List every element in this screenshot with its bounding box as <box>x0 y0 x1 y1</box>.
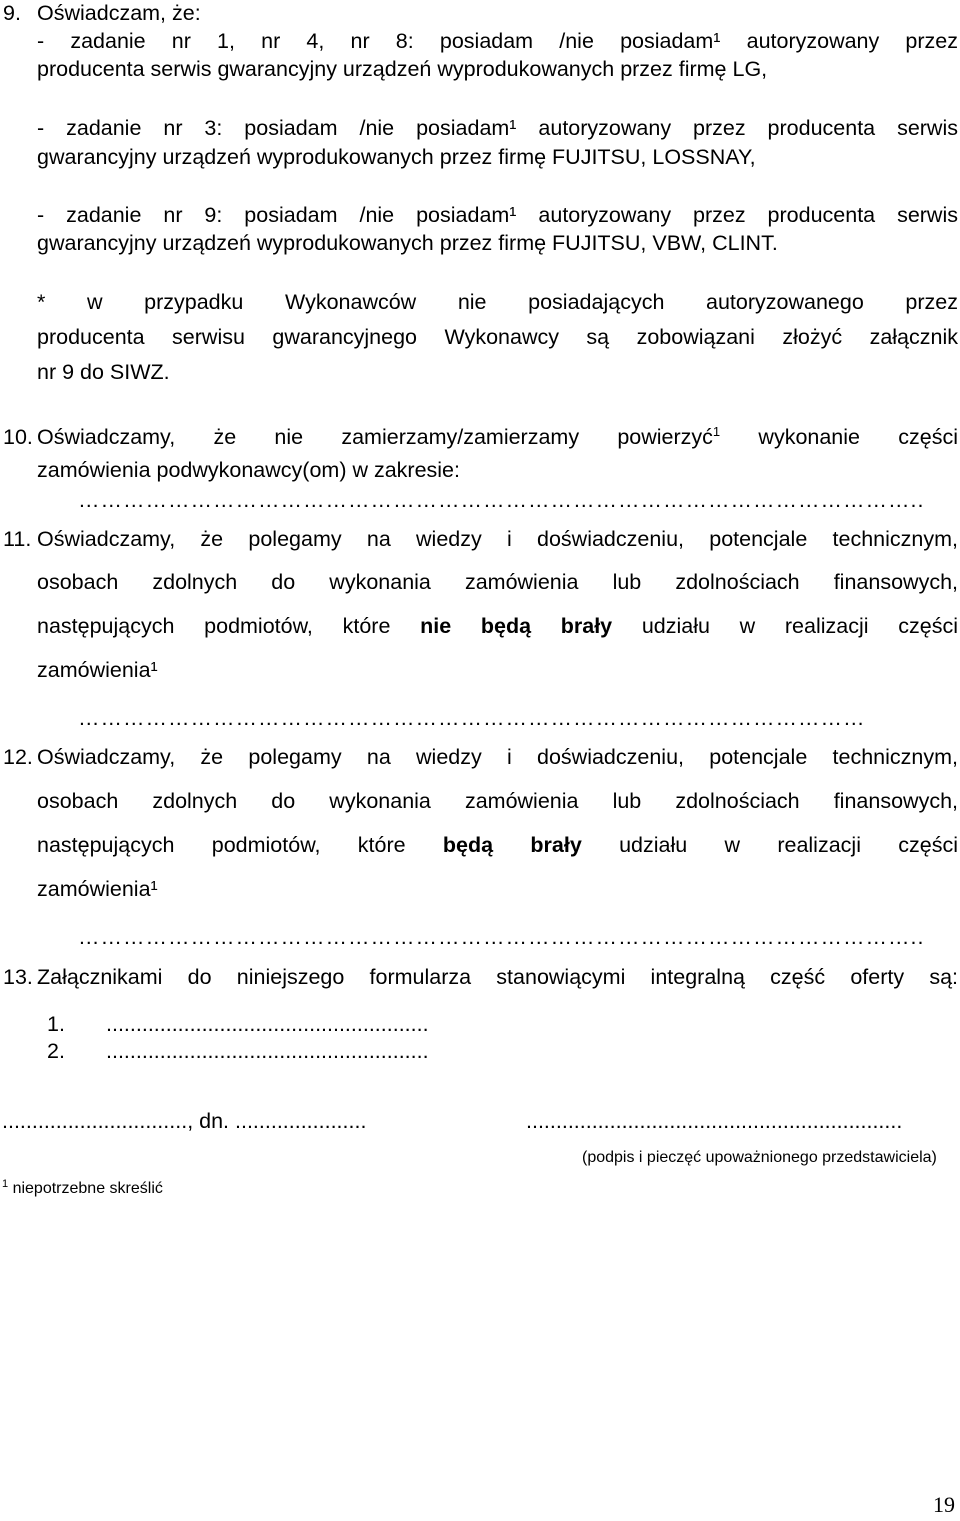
attachment-item-dots: ...................................................... <box>106 1012 429 1036</box>
attachment-item-number: 1. <box>47 1012 65 1036</box>
section-9-line: gwarancyjny urządzeń wyprodukowanych przez firmę FUJITSU, LOSSNAY, <box>37 145 756 169</box>
section-12-line: następujących podmiotów, które będą brały udziału w realizacji części <box>37 833 958 857</box>
section-13-number: 13. <box>3 965 33 989</box>
section-12-dots: ………………………………………………………………………………………………….. <box>78 927 925 949</box>
signature-caption: (podpis i pieczęć upoważnionego przedstawiciela) <box>582 1149 937 1166</box>
section-10-line: zamówienia podwykonawcy(om) w zakresie: <box>37 458 460 482</box>
page-number: 19 <box>933 1492 955 1517</box>
section-11-line: zamówienia¹ <box>37 658 158 682</box>
section-10-number: 10. <box>3 425 33 449</box>
section-9-heading: Oświadczam, że: <box>37 1 201 25</box>
section-9-note-line: producenta serwisu gwarancyjnego Wykonawcy są zobowiązani złożyć załącznik <box>37 325 958 349</box>
section-12-line: osobach zdolnych do wykonania zamówienia lub zdolnościach finansowych, <box>37 789 958 813</box>
section-9-number: 9. <box>3 1 21 25</box>
section-10-dots: ………………………………………………………………………………………………….. <box>78 490 925 512</box>
section-9-line: - zadanie nr 1, nr 4, nr 8: posiadam /nie posiadam¹ autoryzowany przez <box>37 29 958 53</box>
section-11-dots: …………………………………………………………………………………………… <box>78 708 866 730</box>
attachment-item-number: 2. <box>47 1039 65 1063</box>
section-9-line: gwarancyjny urządzeń wyprodukowanych przez firmę FUJITSU, VBW, CLINT. <box>37 231 778 255</box>
section-9-line: - zadanie nr 3: posiadam /nie posiadam¹ autoryzowany przez producenta serwis <box>37 116 958 140</box>
section-12-line: Oświadczamy, że polegamy na wiedzy i doświadczeniu, potencjale technicznym, <box>37 745 958 769</box>
section-9-note-line: * w przypadku Wykonawców nie posiadających autoryzowanego przez <box>37 290 958 314</box>
section-9-line: - zadanie nr 9: posiadam /nie posiadam¹ autoryzowany przez producenta serwis <box>37 203 958 227</box>
section-9-line: producenta serwis gwarancyjny urządzeń wyprodukowanych przez firmę LG, <box>37 57 768 81</box>
signature-line: ............................................................... <box>526 1109 903 1133</box>
attachment-item-dots: ...................................................... <box>106 1039 429 1063</box>
signature-place-date: ..............................., dn. ...................... <box>2 1109 367 1133</box>
footnote: $^1$ niepotrzebne skreślić <box>2 1178 163 1197</box>
section-11-line: Oświadczamy, że polegamy na wiedzy i doświadczeniu, potencjale technicznym, <box>37 527 958 551</box>
section-11-line: następujących podmiotów, które nie będą brały udziału w realizacji części <box>37 614 958 638</box>
section-10-line: Oświadczamy, że nie zamierzamy/zamierzamy powierzyć$^1$ wykonanie części <box>37 424 958 449</box>
section-11-number: 11. <box>3 527 32 551</box>
section-11-line: osobach zdolnych do wykonania zamówienia lub zdolnościach finansowych, <box>37 570 958 594</box>
section-13-text: Załącznikami do niniejszego formularza stanowiącymi integralną część oferty są: <box>37 965 958 989</box>
section-12-line: zamówienia¹ <box>37 877 158 901</box>
section-12-number: 12. <box>3 745 33 769</box>
section-9-note-line: nr 9 do SIWZ. <box>37 360 170 384</box>
